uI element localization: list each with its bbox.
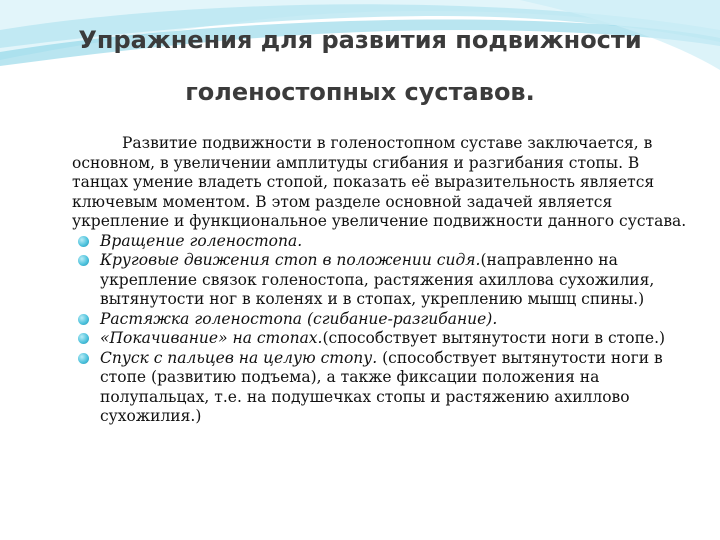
exercise-name: Спуск с пальцев на целую стопу.	[100, 348, 378, 367]
exercise-name: Круговые движения стоп в положении сидя.	[100, 251, 481, 269]
exercise-list	[72, 232, 694, 427]
list-item	[72, 310, 694, 330]
list-item	[72, 349, 694, 427]
intro-text: Развитие подвижности в голеностопном суставе заключается, в основном, в увеличении амплитуды сгибания и разгибания стопы. В танцах умение владеть стопой, показать её выразительность является ключевым моментом. В этом разделе основной задачей является укрепление и функциональное увеличение подвижности данного сустава.	[72, 134, 687, 230]
slide-title-line2: голеностопных суставов.	[185, 78, 535, 106]
bullet-icon	[78, 333, 89, 344]
exercise-note: (направленно на укрепление связок голеностопа, растяжения ахиллова сухожилия, вытянутости ног в коленях и в стопах, укреплению мышц спины.)	[100, 251, 655, 308]
exercise-name: «Покачивание» на стопах.	[100, 329, 323, 347]
list-item	[72, 251, 694, 310]
list-item	[72, 329, 694, 349]
intro-paragraph	[72, 134, 694, 232]
slide-body	[72, 134, 694, 427]
bullet-icon	[78, 314, 89, 325]
exercise-note: (способствует вытянутости ноги в стопе.)	[322, 329, 666, 347]
exercise-name: Растяжка голеностопа (сгибание-разгибание).	[100, 309, 498, 328]
exercise-name: Вращение голеностопа.	[100, 231, 303, 250]
bullet-icon	[78, 255, 89, 266]
bullet-icon	[78, 236, 89, 247]
list-item	[72, 232, 694, 252]
slide-title-line1: Упражнения для развития подвижности	[78, 26, 642, 54]
exercise-note: (способствует вытянутости ноги в стопе (развитию подъема), а также фиксации положения на полупальцах, т.е. на подушечках стопы и растяжению ахиллово сухожилия.)	[100, 348, 663, 425]
bullet-icon	[78, 353, 89, 364]
